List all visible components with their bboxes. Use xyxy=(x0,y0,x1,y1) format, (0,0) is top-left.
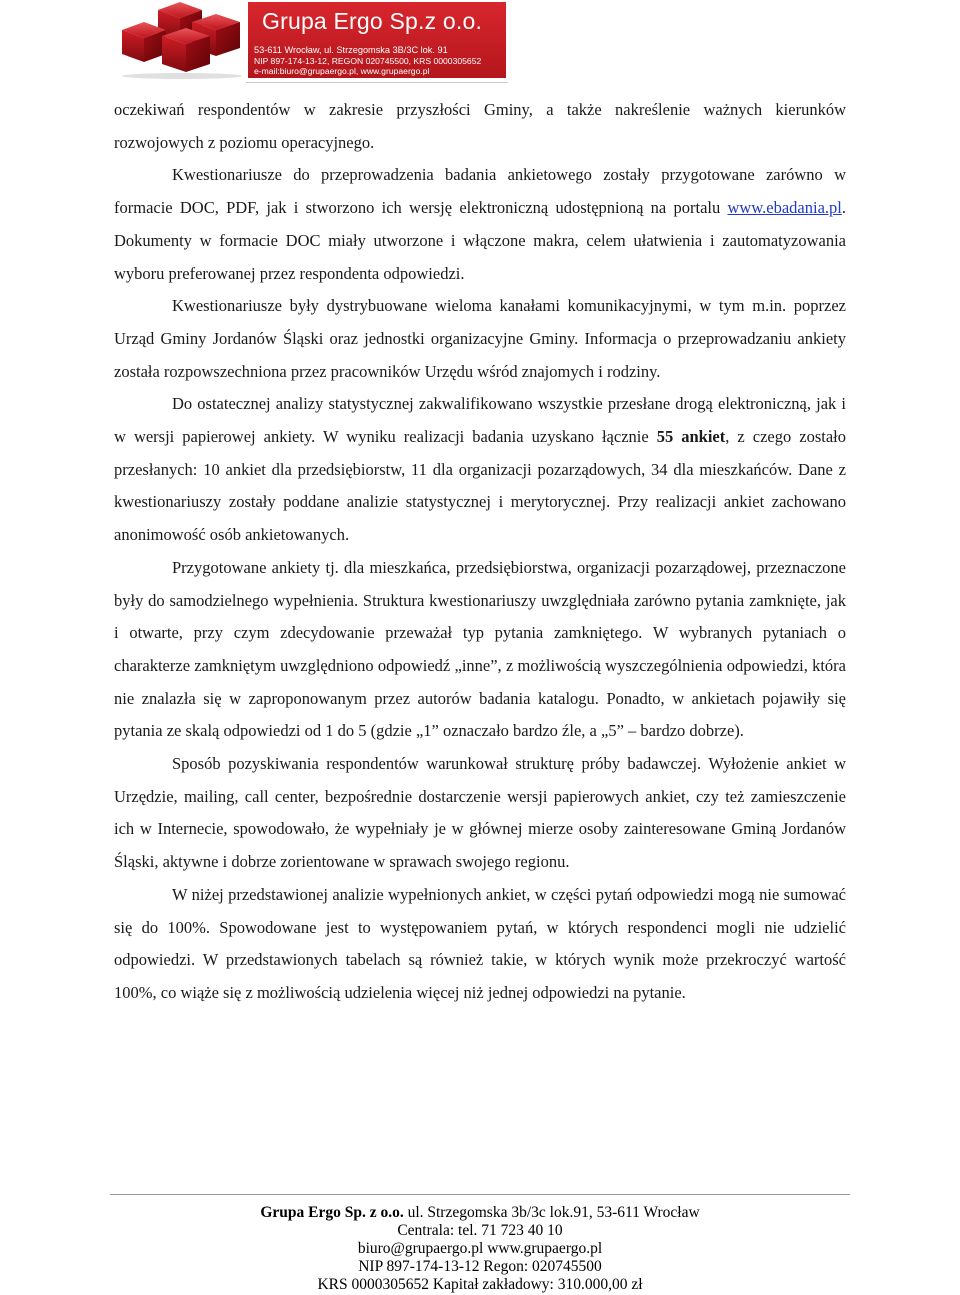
paragraph-percentages: W niżej przedstawionej analizie wypełnionych ankiet, w części pytań odpowiedzi mogą nie sumować się do 100%. Spowodowane jest to występowaniem pytań, w których respondenci mogli nie udzielić odpowiedzi. W przedstawionych tabelach są również takie, w których wynik może przekroczyć wartość 100%, co wiąże się z możliwością udzielenia więcej niż jednej odpowiedzi na pytanie. xyxy=(114,884,846,1002)
company-name: Grupa Ergo Sp.z o.o. xyxy=(262,8,483,34)
company-logo-cubes xyxy=(110,0,260,80)
paragraph-structure: Przygotowane ankiety tj. dla mieszkańca, przedsiębiorstwa, organizacji pozarządowej, przeznaczone były do samodzielnego wypełnienia. Struktura kwestionariuszy uwzględniała zarówno pytania zamknięte, jak i otwarte, przy czym zdecydowanie przeważał typ pytania zamkniętego. W wybranych pytaniach o charakterze zamkniętym uwzględniono odpowiedź „inne”, z możliwością wyszczególnienia odpowiedzi, która nie znalazła się w zaproponowanym przez autorów badania katalogu. Ponadto, w ankietach pojawiły się pytania ze skalą odpowiedzi od 1 do 5 (gdzie „1” oznaczało bardzo źle, a „5” – bardzo dobrze). xyxy=(114,557,846,741)
company-registry: NIP 897-174-13-12, REGON 020745500, KRS 0000305652 xyxy=(254,56,482,66)
paragraph-text: Do ostatecznej analizy statystycznej zakwalifikowano wszystkie przesłane drogą elektroniczną, jak i w wersji papierowej ankiety. W wyniku realizacji badania uzyskano łącznie xyxy=(114,394,846,447)
company-address: 53-611 Wrocław, ul. Strzegomska 3B/3C lok. 91 xyxy=(254,45,448,55)
footer-phone: Centrala: tel. 71 723 40 10 xyxy=(397,1222,563,1239)
paragraph-text: . Dokumenty w formacie DOC miały utworzone i włączone makra, celem ułatwienia i zautomatyzowania wyboru preferowanej przez respondenta odpowiedzi. xyxy=(114,198,846,283)
paragraph-text: Kwestionariusze do przeprowadzenia badania ankietowego zostały przygotowane zarówno w formacie DOC, PDF, jak i stworzono ich wersję elektroniczną udostępnioną na portalu xyxy=(114,165,846,218)
footer-krs-capital: KRS 0000305652 Kapitał zakładowy: 310.000,00 zł xyxy=(317,1276,643,1293)
paragraph-distribution: Kwestionariusze były dystrybuowane wieloma kanałami komunikacyjnymi, w tym m.in. poprzez Urząd Gminy Jordanów Śląski oraz jednostki organizacyjne Gminy. Informacja o przeprowadzaniu ankiety została rozpowszechniona przez pracowników Urzędu wśród znajomych i rodziny. xyxy=(114,296,846,381)
paragraph-analysis xyxy=(114,388,846,552)
document-body xyxy=(114,94,846,1010)
footer-email-web: biuro@grupaergo.pl www.grupaergo.pl xyxy=(357,1240,603,1257)
footer-address-line xyxy=(110,1204,850,1222)
paragraph-text: , z czego zostało przesłanych: 10 ankiet dla przedsiębiorstw, 11 dla organizacji pozarządowych, 34 dla mieszkańców. Dane z kwestionariuszy zostały poddane analizie statystycznej i merytorycznej. Przy realizacji ankiet zachowano anonimowość osób ankietowanych. xyxy=(114,427,847,545)
company-banner xyxy=(248,2,506,78)
paragraph-questionnaires xyxy=(114,159,846,290)
footer-nip-regon: NIP 897-174-13-12 Regon: 020745500 xyxy=(358,1258,602,1275)
ebadania-link[interactable]: www.ebadania.pl xyxy=(727,198,842,218)
footer-address: ul. Strzegomska 3b/3c lok.91, 53-611 Wrocław xyxy=(403,1204,700,1221)
letterhead xyxy=(0,0,960,86)
company-contact: e-mail:biuro@grupaergo.pl, www.grupaergo.pl xyxy=(254,66,430,76)
footer-company-name: Grupa Ergo Sp. z o.o. xyxy=(260,1204,404,1221)
page-footer xyxy=(110,1194,850,1295)
header-divider xyxy=(246,82,508,83)
paragraph-respondents: Sposób pozyskiwania respondentów warunkował strukturę próby badawczej. Wyłożenie ankiet w Urzędzie, mailing, call center, bezpośrednie dostarczenie wersji papierowych ankiet, czy też zamieszczenie ich w Internecie, spowodowało, że wypełniały je w głównej mierze osoby zainteresowane Gminą Jordanów Śląski, aktywne i dobrze zorientowane w sprawach swojego regionu. xyxy=(114,754,846,872)
paragraph-continuation: oczekiwań respondentów w zakresie przyszłości Gminy, a także nakreślenie ważnych kierunków rozwojowych z poziomu operacyjnego. xyxy=(114,100,846,152)
survey-count: 55 ankiet xyxy=(656,427,726,447)
